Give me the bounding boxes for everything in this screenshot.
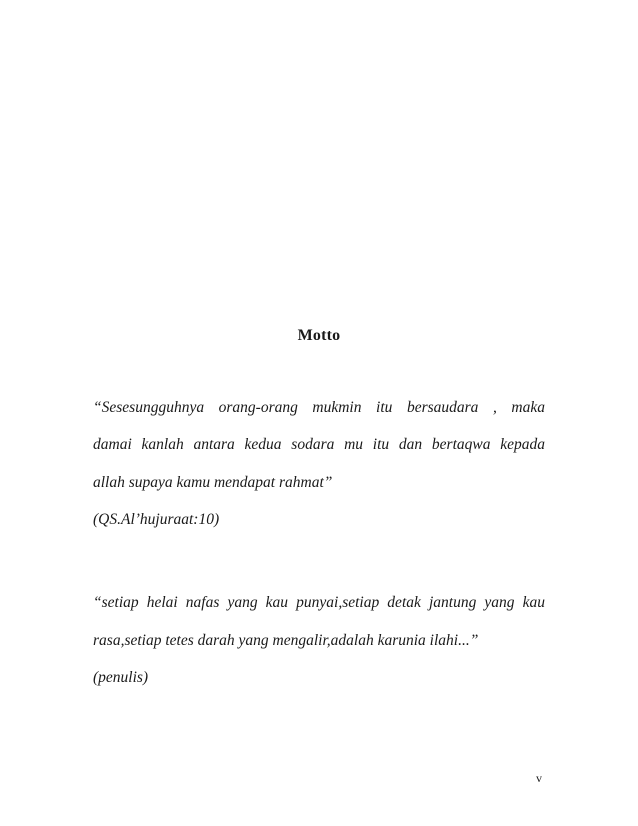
quote1-line-1: “Sesesungguhnya orang-orang mukmin itu bersaudara , maka — [93, 399, 545, 416]
quote2-source: (penulis) — [93, 669, 149, 686]
quote2-line-1: “setiap helai nafas yang kau punyai,setiap detak jantung yang kau — [93, 594, 545, 611]
page-title: Motto — [297, 327, 341, 344]
quote1-line-2: damai kanlah antara kedua sodara mu itu dan bertaqwa kepada — [93, 436, 545, 453]
quote1-line-3: allah supaya kamu mendapat rahmat” — [93, 474, 333, 491]
quote1-source: (QS.Al’hujuraat:10) — [93, 511, 220, 528]
page-number: v — [536, 771, 542, 785]
quote2-line-2: rasa,setiap tetes darah yang mengalir,adalah karunia ilahi...” — [93, 632, 479, 649]
